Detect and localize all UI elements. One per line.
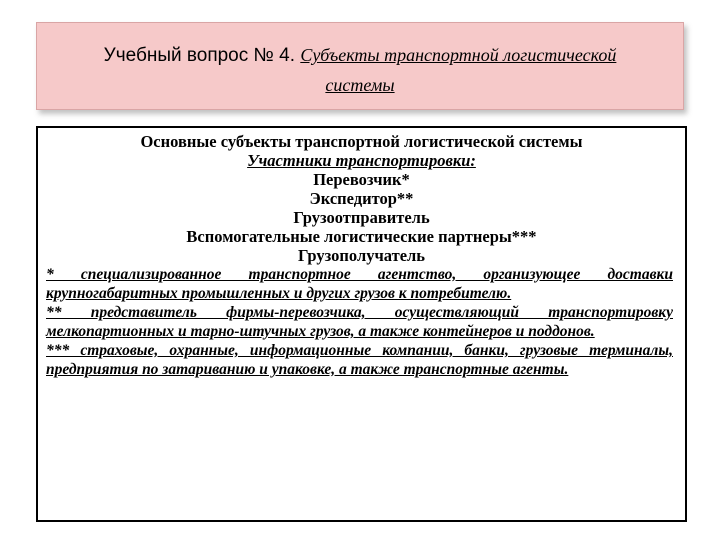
participant-auxiliary-partners: Вспомогательные логистические партнеры*** [186,227,537,246]
participant-consignee: Грузополучатель [297,246,426,265]
participant-shipper: Грузоотправитель [293,208,430,227]
title-subject-continuation: системы [325,75,395,95]
title-line-1 [37,45,683,67]
footnote-carrier: * специализированное транспортное агентство, организующее доставки крупногабаритных промышленных и других грузов к потребителю. [46,266,673,302]
participant-carrier: Перевозчик* [313,170,410,189]
content-heading: Основные субъекты транспортной логистической системы [140,132,583,151]
footnote-auxiliary: *** страховые, охранные, информационные компании, банки, грузовые терминалы, предприятия по затариванию и упаковке, а также транспортные агенты. [46,342,673,378]
title-banner [36,22,684,110]
participant-forwarder: Экспедитор** [309,189,414,208]
content-box [36,126,687,522]
title-subject: Субъекты транспортной логистической [300,45,617,65]
participants-heading: Участники транспортировки: [247,151,476,170]
footnotes [38,265,685,379]
title-prefix: Учебный вопрос № 4. [103,45,301,66]
footnote-forwarder: ** представитель фирмы-перевозчика, осуществляющий транспортировку мелкопартионных и тарно-штучных грузов, а также контейнеров и поддонов. [46,304,673,340]
